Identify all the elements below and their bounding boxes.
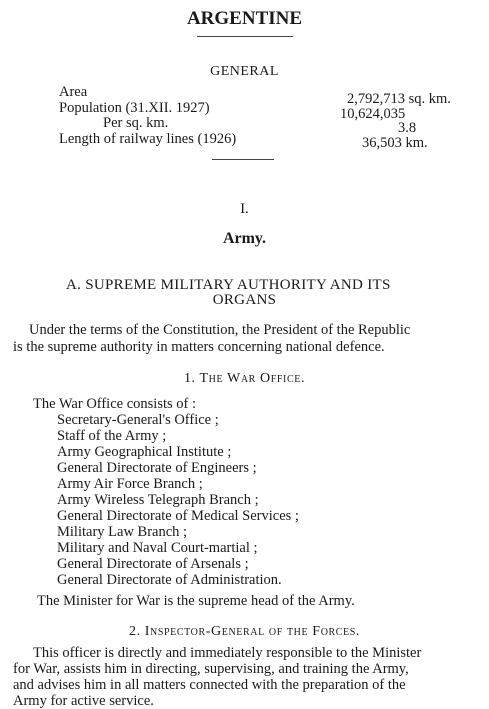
inspector-heading: 2. Inspector-General of the Forces. (128, 624, 361, 639)
war-office-intro: The War Office consists of : (33, 396, 196, 412)
stat-label-railway: Length of railway lines (1926) (59, 131, 237, 147)
list-item: Army Geographical Institute ; (57, 444, 232, 460)
list-item: Secretary-General's Office ; (57, 412, 219, 428)
war-office-closing: The Minister for War is the supreme head of the Army. (37, 593, 355, 609)
stat-label-population: Population (31.XII. 1927) (59, 100, 210, 116)
list-item: General Directorate of Engineers ; (57, 460, 257, 476)
list-item: Staff of the Army ; (57, 428, 167, 444)
general-rule (212, 159, 274, 160)
inspector-line: This officer is directly and immediately responsible to the Minister (33, 645, 422, 661)
stat-label-area: Area (59, 84, 88, 100)
inspector-line: Army for active service. (13, 693, 154, 709)
list-item: General Directorate of Medical Services ; (57, 508, 299, 524)
part-a-heading-line2: ORGANS (212, 292, 277, 308)
stat-value-population: 10,624,035 (340, 106, 406, 122)
war-office-heading: 1. The War Office. (183, 371, 306, 386)
list-item: Military Law Branch ; (57, 524, 188, 540)
list-item: General Directorate of Administration. (57, 572, 282, 588)
list-item: Military and Naval Court-martial ; (57, 540, 258, 556)
stat-label-density: Per sq. km. (103, 115, 169, 131)
section-number: I. (240, 201, 249, 217)
stat-value-railway: 36,503 km. (362, 135, 428, 151)
constitution-paragraph-line2: is the supreme authority in matters concerning national defence. (13, 339, 385, 355)
list-item: Army Wireless Telegraph Branch ; (57, 492, 259, 508)
constitution-paragraph-line1: Under the terms of the Constitution, the President of the Republic (29, 322, 411, 338)
inspector-line: for War, assists him in directing, supervising, and training the Army, (13, 661, 409, 677)
stat-value-density: 3.8 (398, 120, 417, 136)
section-title: Army. (222, 230, 267, 247)
stat-value-area: 2,792,713 sq. km. (347, 91, 451, 107)
part-a-heading-line1: A. SUPREME MILITARY AUTHORITY AND ITS (66, 277, 391, 293)
inspector-line: and advises him in all matters connected with the preparation of the (13, 677, 406, 693)
title-rule (197, 36, 293, 37)
general-heading: GENERAL (210, 64, 279, 79)
country-title: ARGENTINE (186, 8, 303, 29)
list-item: General Directorate of Arsenals ; (57, 556, 249, 572)
list-item: Army Air Force Branch ; (57, 476, 203, 492)
